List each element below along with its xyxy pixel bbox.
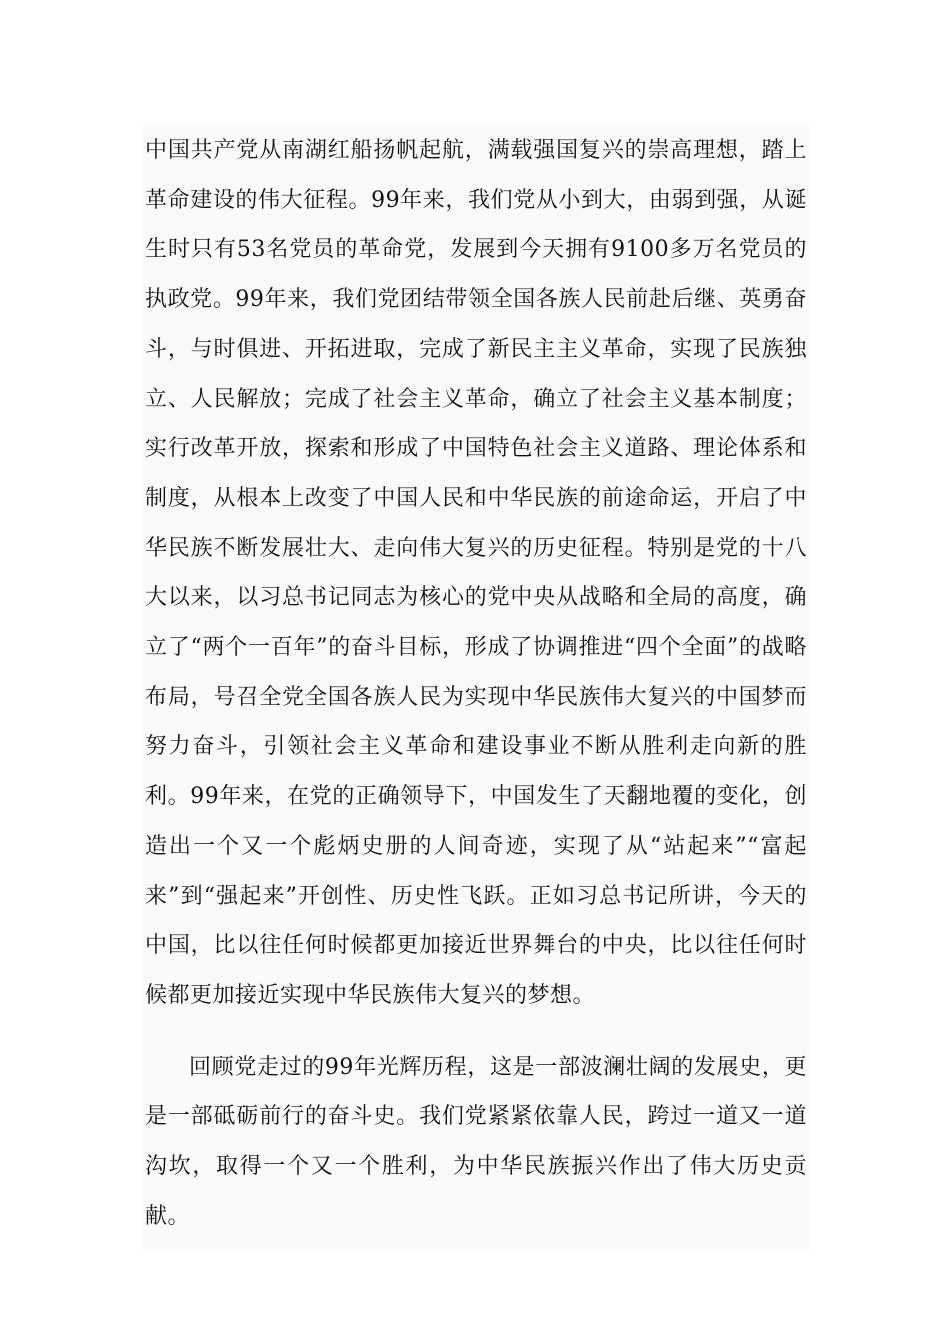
paragraph-spacer xyxy=(145,1021,807,1043)
document-text-block xyxy=(143,124,809,1251)
paragraph-history-overview: 中国共产党从南湖红船扬帆起航，满载强国复兴的崇高理想，踏上革命建设的伟大征程。99年来，我们党从小到大，由弱到强，从诞生时只有53名党员的革命党，发展到今天拥有9100多万名党员的执政党。99年来，我们党团结带领全国各族人民前赴后继、英勇奋斗，与时俱进、开拓进取，完成了新民主主义革命，实现了民族独立、人民解放；完成了社会主义革命，确立了社会主义基本制度；实行改革开放，探索和形成了中国特色社会主义道路、理论体系和制度，从根本上改变了中国人民和中华民族的前途命运，开启了中华民族不断发展壮大、走向伟大复兴的历史征程。特别是党的十八大以来，以习总书记同志为核心的党中央从战略和全局的高度，确立了“两个一百年”的奋斗目标，形成了协调推进“四个全面”的战略布局，号召全党全国各族人民为实现中华民族伟大复兴的中国梦而努力奋斗，引领社会主义革命和建设事业不断从胜利走向新的胜利。99年来，在党的正确领导下，中国发生了天翻地覆的变化，创造出一个又一个彪炳史册的人间奇迹，实现了从“站起来”“富起来”到“强起来”开创性、历史性飞跃。正如习总书记所讲，今天的中国，比以往任何时候都更加接近世界舞台的中央，比以往任何时候都更加接近实现中华民族伟大复兴的梦想。 xyxy=(145,138,807,1008)
paragraph-review-journey: 回顾党走过的99年光辉历程，这是一部波澜壮阔的发展史，更是一部砥砺前行的奋斗史。我们党紧紧依靠人民，跨过一道又一道沟坎，取得一个又一个胜利，为中华民族振兴作出了伟大历史贡献。 xyxy=(145,1054,807,1229)
